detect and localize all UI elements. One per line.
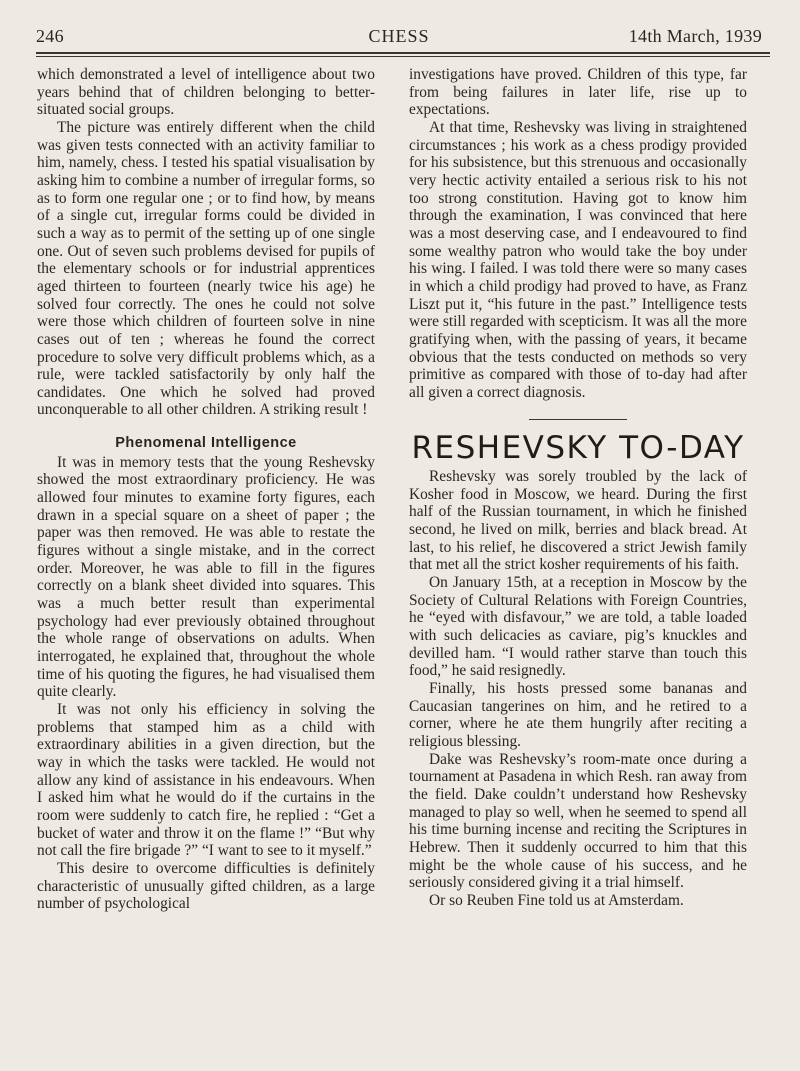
- left-column: [37, 66, 375, 913]
- paragraph: Finally, his hosts pressed some bananas and Caucasian tangerines on him, and he retired to a corner, where he ate them hungrily after reciting a religious blessing.: [409, 680, 747, 750]
- header-rule: [36, 52, 770, 57]
- page-number: 246: [36, 26, 64, 46]
- paragraph: Reshevsky was sorely troubled by the lack of Kosher food in Moscow, we heard. During the first half of the Russian tournament, in which he finished second, he lived on milk, berries and black bread. At last, to his relief, he discovered a strict Jewish family that met all the strict kosher requirements of his faith.: [409, 468, 747, 574]
- section-divider: [529, 419, 627, 420]
- paragraph: which demonstrated a level of intelligence about two years behind that of children belonging to better-situated social groups.: [37, 66, 375, 119]
- running-header: [36, 22, 762, 48]
- paragraph: Dake was Reshevsky’s room-mate once during a tournament at Pasadena in which Resh. ran away from the field. Dake couldn’t understand how Reshevsky managed to play so well, when he seemed to spend all his time burning incense and reciting the Scriptures in Hebrew. Then it suddenly occurred to him that this might be the whole cause of his success, and he seriously considered giving it a trial himself.: [409, 750, 747, 892]
- issue-date: 14th March, 1939: [628, 26, 762, 46]
- paragraph: This desire to overcome difficulties is definitely characteristic of unusually gifted children, as a large number of psychological: [37, 859, 375, 913]
- paragraph: On January 15th, at a reception in Moscow by the Society of Cultural Relations with Foreign Countries, he “eyed with disfavour,” we are told, a table loaded with such delicacies as caviare, pig’s knuckles and devilled ham. “I would rather starve than touch this food,” he said resignedly.: [409, 574, 747, 680]
- paragraph: The picture was entirely different when the child was given tests connected with an activity familiar to him, namely, chess. I tested his spatial visualisation by asking him to combine a number of irregular forms, so as to form one regular one ; or to find how, by means of a single cut, irregular forms could be divided in such a way as to permit of the setting up of one single one. Out of seven such problems devised for pupils of the elementary schools or for industrial apprentices aged thirteen to fourteen (nearly twice his age) he solved four correctly. The ones he could not solve were those which children of fourteen solve in nine cases out of ten ; whereas he found the correct procedure to solve very difficult problems which, as a rule, were tackled satisfactorily by only half the candidates. One which he solved had proved unconquerable to all other children. A striking result !: [37, 118, 375, 419]
- journal-title: CHESS: [368, 26, 430, 46]
- section-subheading: Phenomenal Intelligence: [115, 435, 297, 452]
- paragraph: It was not only his efficiency in solving the problems that stamped him as a child with extraordinary abilities in a given direction, but the way in which the tasks were tackled. He would not allow any kind of assistance in his endeavours. When I asked him what he would do if the curtains in the room were suddenly to catch fire, he replied : “Get a bucket of water and throw it on the flame !” “But why not call the fire brigade ?” “I want to see to it myself.”: [37, 700, 375, 860]
- article-title: RESHEVSKY TO-DAY: [411, 430, 745, 467]
- paragraph: It was in memory tests that the young Reshevsky showed the most extraordinary proficiency. He was allowed four minutes to examine forty figures, each drawn in a special square on a sheet of paper ; the paper was then removed. He was able to restate the figures without a single mistake, and in the correct order. Moreover, he was able to fill in the figures correctly on a blank sheet divided into squares. This was a much better result than experimental psychology had ever previously obtained throughout the whole range of observations on adults. When interrogated, he explained that, throughout the whole time of his quoting the figures, he had visualised them quite clearly.: [37, 453, 375, 701]
- paragraph: investigations have proved. Children of this type, far from being failures in later life, rise up to expectations.: [409, 66, 747, 119]
- paragraph: At that time, Reshevsky was living in straightened circumstances ; his work as a chess prodigy provided for his subsistence, but this strenuous and occasionally very hectic activity entailed a serious risk to his not too strong constitution. Having got to know him through the examination, I was convinced that here was a most deserving case, and I endeavoured to find some wealthy patron who would take the boy under his wing. I failed. I was told there were so many cases in which a child prodigy had proved to have, as Franz Liszt put it, “his future in the past.” Intelligence tests were still regarded with scepticism. It was all the more gratifying when, with the passing of years, it became obvious that the tests conducted on methods so very primitive as compared with those of to-day had after all given a correct diagnosis.: [409, 118, 747, 401]
- right-column: [409, 66, 747, 910]
- paragraph: Or so Reuben Fine told us at Amsterdam.: [429, 891, 684, 909]
